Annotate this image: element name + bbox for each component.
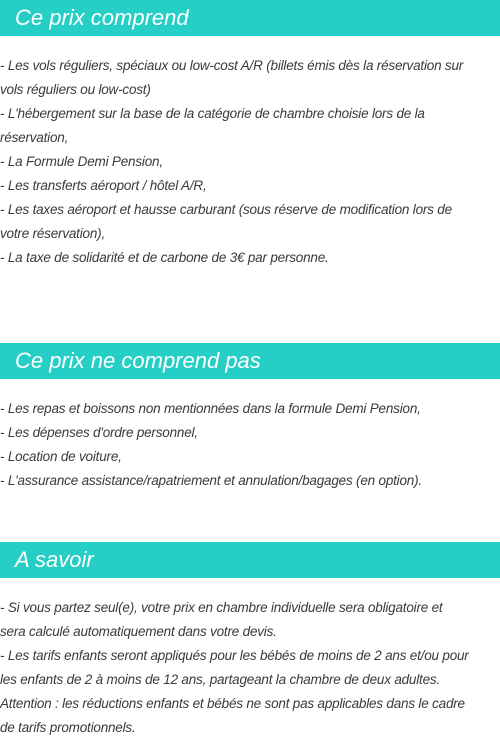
section-included (0, 0, 500, 270)
section-header (0, 0, 500, 36)
text-line: - Les repas et boissons non mentionnées dans la formule Demi Pension, (0, 401, 421, 416)
text-line: - Location de voiture, (0, 449, 122, 464)
section-body (0, 578, 500, 740)
section-header (0, 542, 500, 578)
section-header (0, 343, 500, 379)
text-line: - La taxe de solidarité et de carbone de 3€ par personne. (0, 250, 329, 265)
section-body (0, 379, 500, 493)
section-title: Ce prix comprend (15, 5, 189, 30)
text-line: - Les taxes aéroport et hausse carburant (sous réserve de modification lors de (0, 202, 452, 217)
section-to-know (0, 542, 500, 740)
text-line: réservation, (0, 130, 69, 145)
section-title: Ce prix ne comprend pas (15, 348, 261, 373)
section-title: A savoir (15, 547, 94, 572)
text-line: de tarifs promotionnels. (0, 720, 136, 735)
text-line: - Si vous partez seul(e), votre prix en chambre individuelle sera obligatoire et (0, 600, 443, 615)
text-line: - Les transferts aéroport / hôtel A/R, (0, 178, 207, 193)
text-line: sera calculé automatiquement dans votre devis. (0, 624, 277, 639)
text-line: - Les vols réguliers, spéciaux ou low-cost A/R (billets émis dès la réservation sur (0, 58, 464, 73)
section-not-included (0, 343, 500, 493)
section-body (0, 36, 500, 270)
text-line: - L'assurance assistance/rapatriement et annulation/bagages (en option). (0, 473, 422, 488)
text-line: - Les tarifs enfants seront appliqués pour les bébés de moins de 2 ans et/ou pour (0, 648, 469, 663)
text-line: - L'hébergement sur la base de la catégorie de chambre choisie lors de la (0, 106, 425, 121)
text-line: les enfants de 2 à moins de 12 ans, partageant la chambre de deux adultes. (0, 672, 441, 687)
text-line: vols réguliers ou low-cost) (0, 82, 151, 97)
text-line: - La Formule Demi Pension, (0, 154, 163, 169)
text-line: - Les dépenses d'ordre personnel, (0, 425, 198, 440)
text-line: votre réservation), (0, 226, 105, 241)
text-line: Attention : les réductions enfants et bébés ne sont pas applicables dans le cadre (0, 696, 465, 711)
